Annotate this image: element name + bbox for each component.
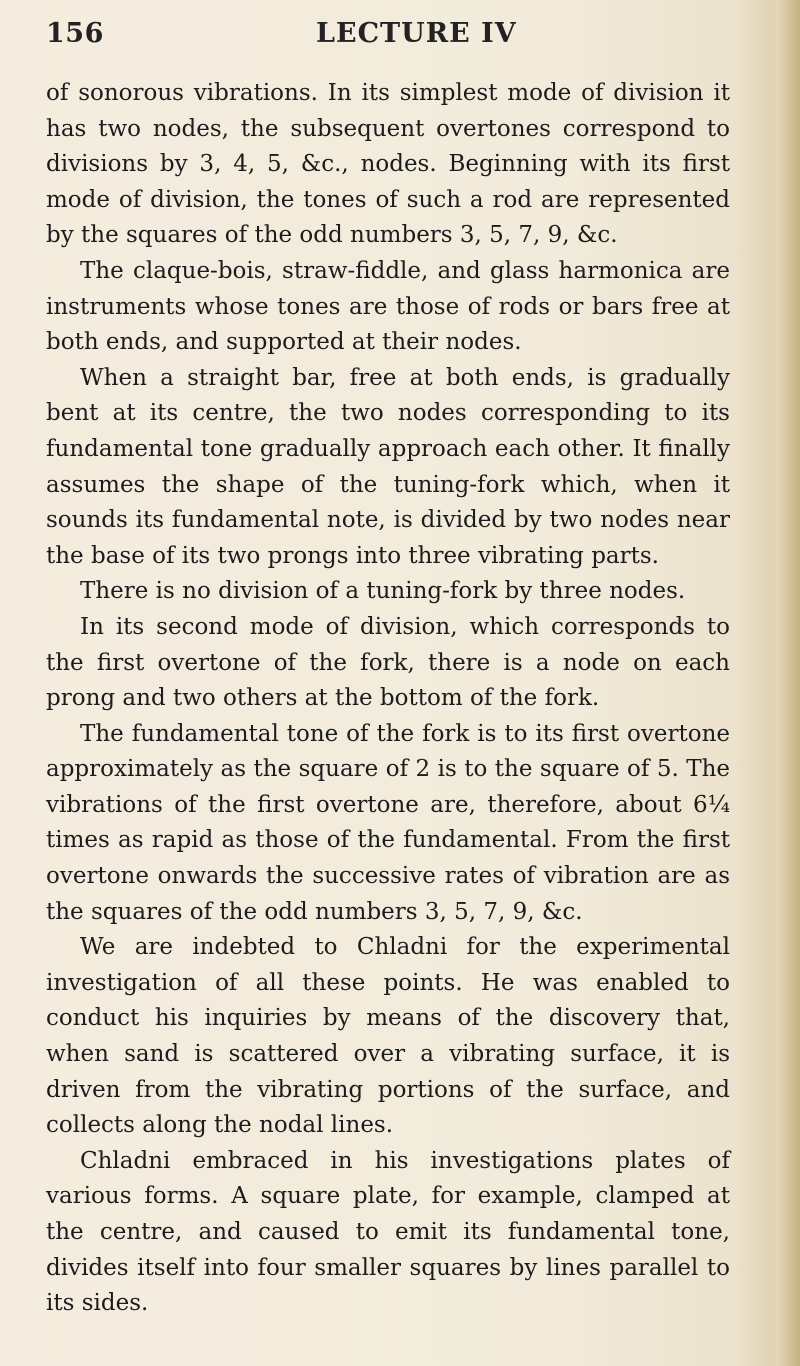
paragraph: Chladni embraced in his investigations plates of various forms. A square plate, for example, clamped at the centre, and caused to emit its fundamental tone, divides itself into four smaller squares by lines parallel to its sides. — [46, 1147, 730, 1317]
paragraph: There is no division of a tuning-fork by three nodes. — [80, 578, 686, 605]
paragraph: When a straight bar, free at both ends, is gradually bent at its centre, the two nodes corresponding to its fundamental tone gradually approach each other. It finally assumes the shape of the tuning-fork which, when it sounds its fundamental note, is divided by two nodes near the base of its two prongs into three vibrating parts. — [46, 364, 730, 569]
paragraph: The fundamental tone of the fork is to its first overtone approximately as the square of 2 is to the square of 5. The vibrations of the first overtone are, therefore, about 6¼ times as rapid as those of the fundamental. From the first overtone onwards the successive rates of vibration are as the squares of the odd numbers 3, 5, 7, 9, &c. — [46, 720, 730, 925]
page-number: 156 — [46, 18, 104, 49]
page-header — [46, 18, 726, 58]
running-head: LECTURE IV — [316, 18, 517, 49]
paragraph: of sonorous vibrations. In its simplest mode of division it has two nodes, the subsequent overtones correspond to divisions by 3, 4, 5, &c., nodes. Beginning with its first mode of division, the tones of such a rod are represented by the squares of the odd numbers 3, 5, 7, 9, &c. — [46, 80, 730, 249]
paragraph: In its second mode of division, which corresponds to the first overtone of the fork, there is a node on each prong and two others at the bottom of the fork. — [46, 613, 730, 712]
page-edge-shadow — [762, 0, 800, 1366]
body-text — [46, 76, 730, 1322]
paragraph: We are indebted to Chladni for the experimental investigation of all these points. He was enabled to conduct his inquiries by means of the discovery that, when sand is scattered over a vibrating surface, it is driven from the vibrating portions of the surface, and collects along the nodal lines. — [46, 934, 730, 1139]
paragraph: The claque-bois, straw-fiddle, and glass harmonica are instruments whose tones are those of rods or bars free at both ends, and supported at their nodes. — [46, 257, 730, 356]
